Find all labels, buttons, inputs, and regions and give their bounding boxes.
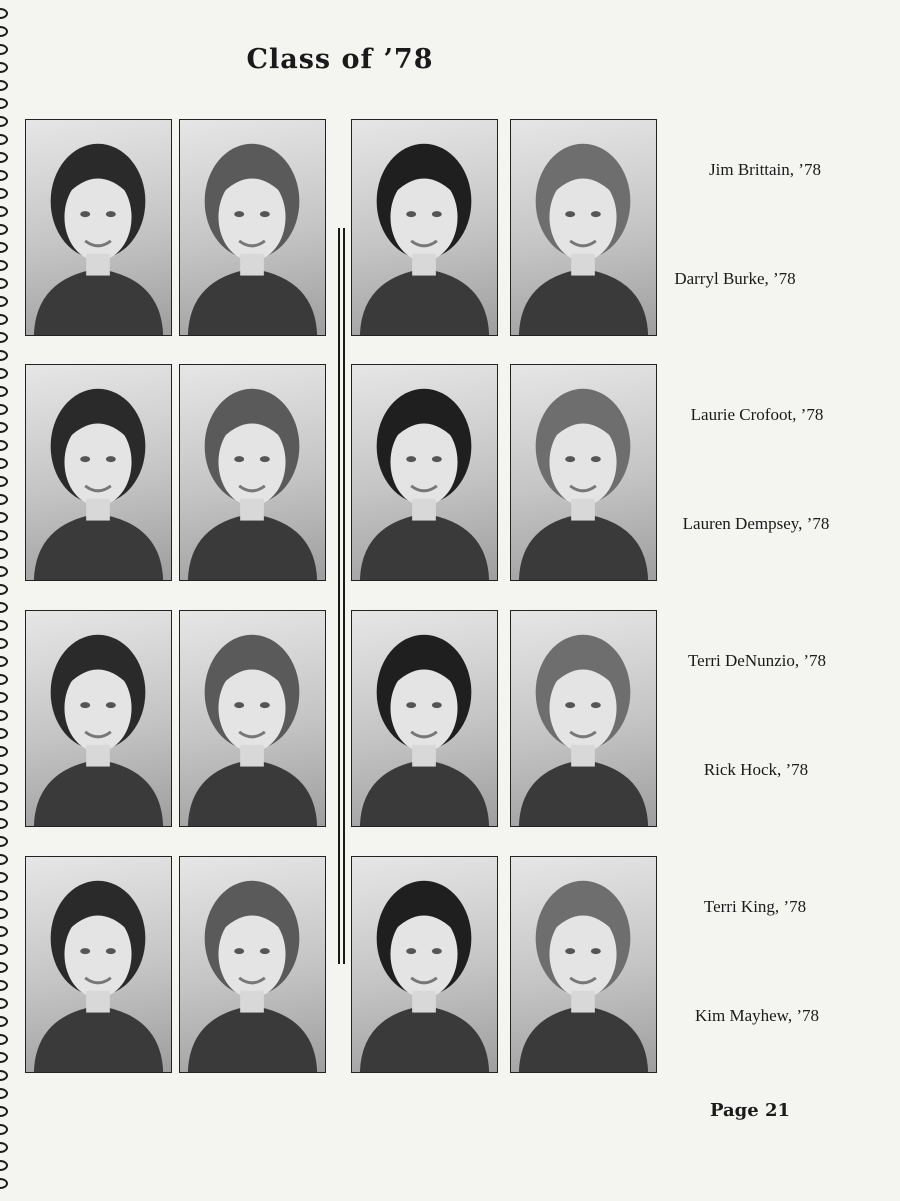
spiral-loop (0, 188, 8, 199)
spiral-loop (0, 44, 8, 55)
person-name: Jim Brittain, ’78 (709, 160, 821, 179)
spiral-loop (0, 512, 8, 523)
portrait-photo (179, 364, 326, 581)
spiral-loop (0, 458, 8, 469)
spiral-loop (0, 98, 8, 109)
portrait-photo (25, 610, 172, 827)
portrait-silhouette (26, 365, 171, 580)
spiral-loop (0, 134, 8, 145)
spiral-loop (0, 386, 8, 397)
spiral-loop (0, 440, 8, 451)
spiral-loop (0, 1160, 8, 1171)
portrait-photo (25, 119, 172, 336)
portrait-silhouette (511, 365, 656, 580)
spiral-loop (0, 242, 8, 253)
spiral-binding (0, 0, 14, 1201)
spiral-loop (0, 260, 8, 271)
portrait-silhouette (26, 611, 171, 826)
spiral-loop (0, 620, 8, 631)
portrait-photo (510, 364, 657, 581)
portrait-photo (510, 119, 657, 336)
spiral-loop (0, 566, 8, 577)
spiral-loop (0, 980, 8, 991)
spiral-loop (0, 818, 8, 829)
spiral-loop (0, 872, 8, 883)
spiral-loop (0, 278, 8, 289)
spiral-loop (0, 422, 8, 433)
spiral-loop (0, 1034, 8, 1045)
page-number: Page 21 (709, 1100, 791, 1121)
spiral-loop (0, 314, 8, 325)
spiral-loop (0, 8, 8, 19)
portrait-photo (351, 119, 498, 336)
person-name: Lauren Dempsey, ’78 (682, 514, 830, 533)
spiral-loop (0, 368, 8, 379)
portrait-silhouette (511, 857, 656, 1072)
portrait-photo (179, 610, 326, 827)
spiral-loop (0, 584, 8, 595)
spiral-loop (0, 350, 8, 361)
spiral-loop (0, 530, 8, 541)
portrait-silhouette (26, 120, 171, 335)
portrait-silhouette (511, 120, 656, 335)
spiral-loop (0, 836, 8, 847)
spiral-loop (0, 1178, 8, 1189)
person-name: Rick Hock, ’78 (703, 760, 809, 779)
portrait-photo (510, 610, 657, 827)
spiral-loop (0, 1016, 8, 1027)
spiral-loop (0, 62, 8, 73)
person-name: Terri DeNunzio, ’78 (687, 651, 827, 670)
spiral-loop (0, 494, 8, 505)
spiral-loop (0, 170, 8, 181)
portrait-photo (179, 119, 326, 336)
spiral-loop (0, 476, 8, 487)
portrait-silhouette (352, 120, 497, 335)
spiral-loop (0, 206, 8, 217)
spiral-loop (0, 80, 8, 91)
spiral-loop (0, 674, 8, 685)
spiral-loop (0, 1088, 8, 1099)
spiral-loop (0, 296, 8, 307)
spiral-loop (0, 224, 8, 235)
spiral-loop (0, 746, 8, 757)
spiral-loop (0, 1124, 8, 1135)
spiral-loop (0, 1142, 8, 1153)
spiral-loop (0, 602, 8, 613)
spiral-loop (0, 782, 8, 793)
spiral-loop (0, 944, 8, 955)
portrait-photo (351, 610, 498, 827)
spiral-loop (0, 800, 8, 811)
spiral-loop (0, 908, 8, 919)
portrait-silhouette (352, 857, 497, 1072)
spiral-loop (0, 152, 8, 163)
spiral-loop (0, 764, 8, 775)
spiral-loop (0, 998, 8, 1009)
spiral-loop (0, 638, 8, 649)
spiral-loop (0, 890, 8, 901)
portrait-silhouette (180, 120, 325, 335)
spiral-loop (0, 692, 8, 703)
spiral-loop (0, 656, 8, 667)
spiral-loop (0, 710, 8, 721)
spiral-loop (0, 1052, 8, 1063)
portrait-silhouette (26, 857, 171, 1072)
portrait-silhouette (511, 611, 656, 826)
portrait-silhouette (180, 611, 325, 826)
spiral-loop (0, 854, 8, 865)
portrait-photo (351, 364, 498, 581)
portrait-photo (179, 856, 326, 1073)
spiral-loop (0, 332, 8, 343)
person-name: Terri King, ’78 (703, 897, 807, 916)
spiral-loop (0, 548, 8, 559)
person-name: Laurie Crofoot, ’78 (690, 405, 824, 424)
center-divider (338, 228, 345, 964)
spiral-loop (0, 962, 8, 973)
portrait-silhouette (352, 611, 497, 826)
person-name: Darryl Burke, ’78 (674, 269, 796, 288)
spiral-loop (0, 926, 8, 937)
spiral-loop (0, 1106, 8, 1117)
portrait-silhouette (352, 365, 497, 580)
portrait-silhouette (180, 365, 325, 580)
spiral-loop (0, 26, 8, 37)
page-title: Class of ’78 (246, 44, 434, 75)
spiral-loop (0, 404, 8, 415)
spiral-loop (0, 1070, 8, 1081)
portrait-silhouette (180, 857, 325, 1072)
portrait-photo (510, 856, 657, 1073)
spiral-loop (0, 728, 8, 739)
spiral-loop (0, 116, 8, 127)
portrait-photo (351, 856, 498, 1073)
portrait-photo (25, 364, 172, 581)
portrait-photo (25, 856, 172, 1073)
person-name: Kim Mayhew, ’78 (694, 1006, 819, 1025)
